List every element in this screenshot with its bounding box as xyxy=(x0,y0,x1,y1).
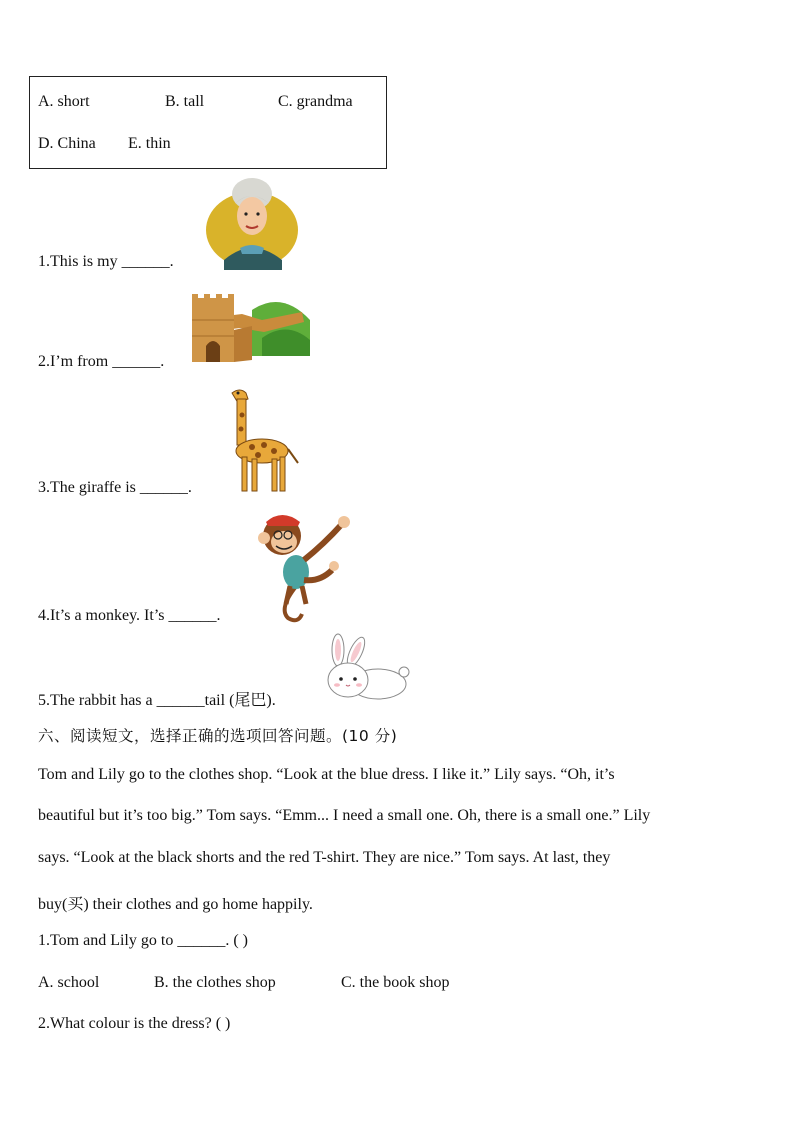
grandma-picture xyxy=(204,174,300,270)
section-6-heading: 六、阅读短文，选择正确的选项回答问题。(10 分) xyxy=(38,727,398,745)
monkey-picture xyxy=(258,508,356,624)
question-1-option-b: B. the clothes shop xyxy=(154,974,276,991)
passage-line-3: says. “Look at the black shorts and the red T-shirt. They are nice.” Tom says. At last, they xyxy=(38,849,611,866)
passage-line-2: beautiful but it’s too big.” Tom says. “Emm... I need a small one. Oh, there is a small one.” Lily xyxy=(38,807,651,824)
question-1-option-a: A. school xyxy=(38,974,100,991)
great-wall-picture xyxy=(192,290,310,366)
question-2: 2.What colour is the dress? ( ) xyxy=(38,1015,231,1032)
giraffe-picture xyxy=(222,385,302,495)
question-1-option-c: C. the book shop xyxy=(341,974,450,991)
fill-blank-5: 5.The rabbit has a ______tail (尾巴). xyxy=(38,692,276,709)
word-option-a: A. short xyxy=(38,93,90,110)
word-option-c: C. grandma xyxy=(278,93,353,110)
fill-blank-4: 4.It’s a monkey. It’s ______. xyxy=(38,607,221,624)
fill-blank-2: 2.I’m from ______. xyxy=(38,353,165,370)
question-1: 1.Tom and Lily go to ______. ( ) xyxy=(38,932,248,949)
word-option-b: B. tall xyxy=(165,93,205,110)
passage-line-1: Tom and Lily go to the clothes shop. “Look at the blue dress. I like it.” Lily says. “Oh, it’s xyxy=(38,766,615,783)
passage-line-4: buy(买) their clothes and go home happily. xyxy=(38,896,313,913)
fill-blank-3: 3.The giraffe is ______. xyxy=(38,479,192,496)
fill-blank-1: 1.This is my ______. xyxy=(38,253,174,270)
word-bank-box xyxy=(29,76,387,169)
rabbit-picture xyxy=(326,632,410,702)
word-option-d: D. China xyxy=(38,135,96,152)
word-option-e: E. thin xyxy=(128,135,171,152)
